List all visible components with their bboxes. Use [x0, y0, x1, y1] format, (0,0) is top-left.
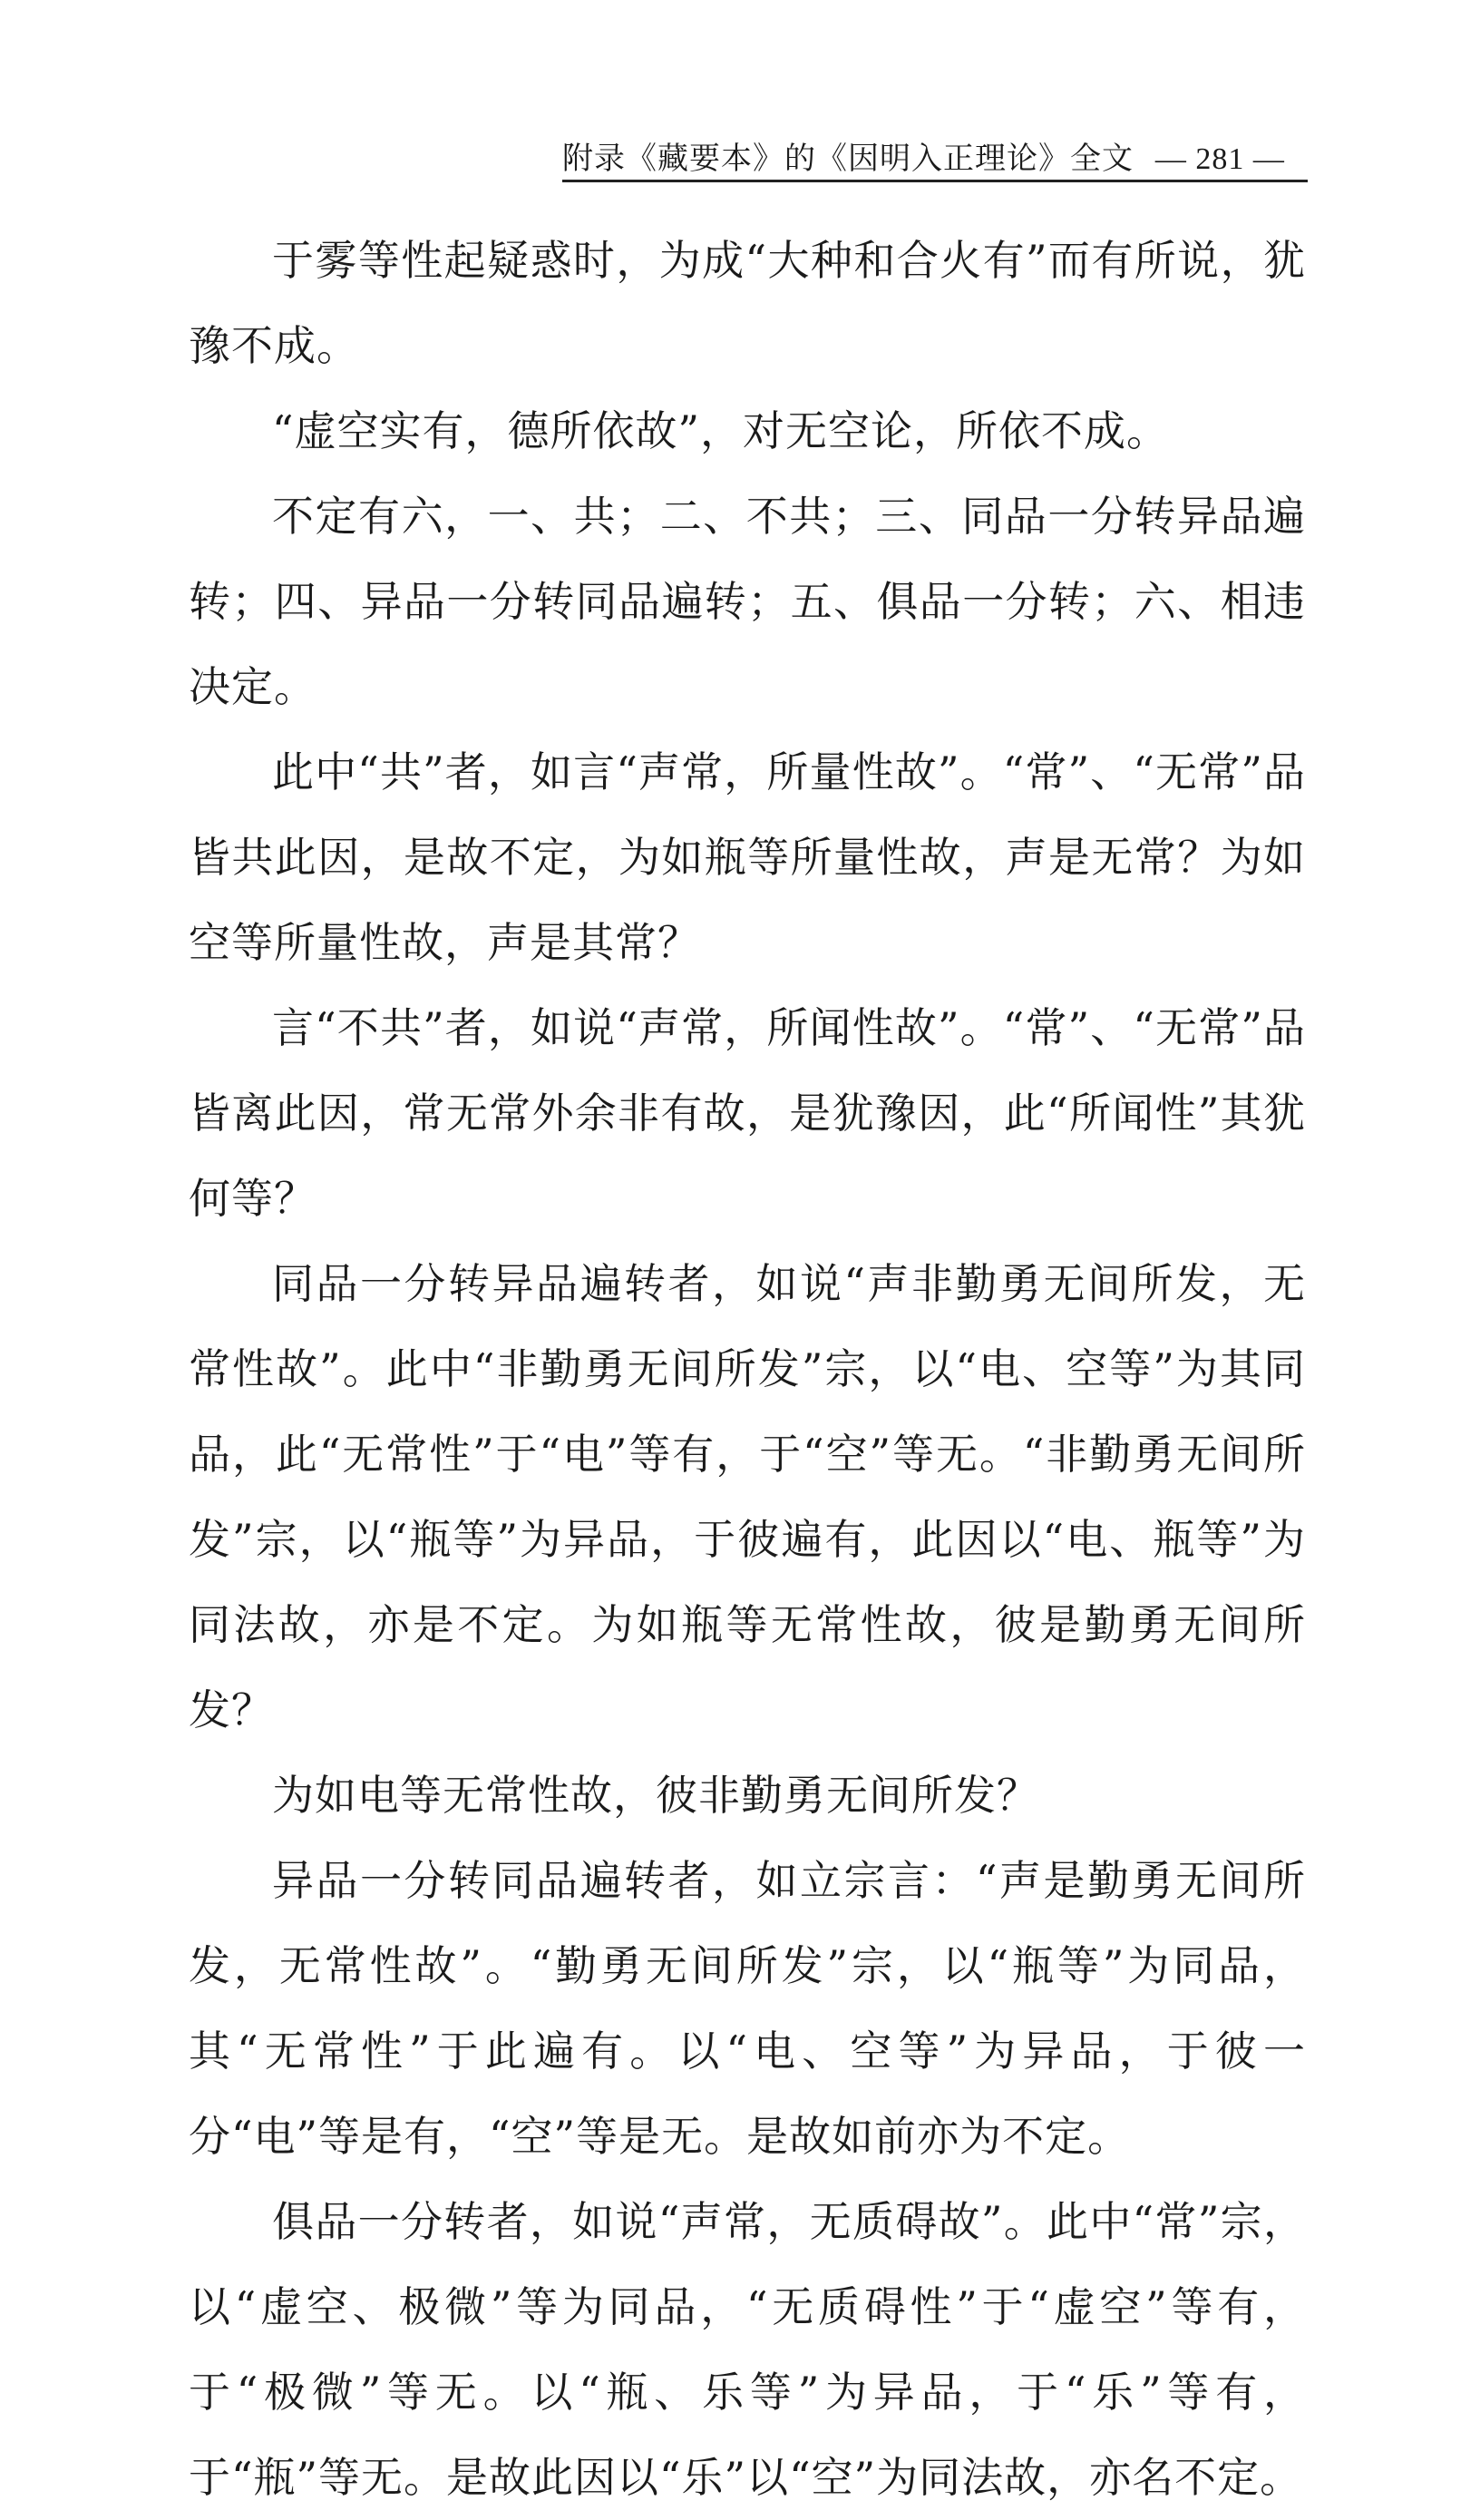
header-title: 附录《藏要本》的《因明入正理论》全文 — [562, 141, 1134, 177]
running-header — [562, 136, 1306, 181]
paragraph: 言“不共”者，如说“声常，所闻性故”。“常”、“无常”品皆离此因，常无常外余非有故，是犹豫因，此“所闻性”其犹何等？ — [189, 1003, 1306, 1223]
paragraph: 异品一分转同品遍转者，如立宗言：“声是勤勇无间所发，无常性故”。“勤勇无间所发”宗，以“瓶等”为同品，其“无常性”于此遍有。以“电、空等”为异品，于彼一分“电”等是有，“空”等是无。是故如前亦为不定。 — [189, 1856, 1306, 2161]
body-text — [189, 218, 1306, 2502]
paragraph: 此中“共”者，如言“声常，所量性故”。“常”、“无常”品皆共此因，是故不定，为如瓶等所量性故，声是无常？为如空等所量性故，声是其常？ — [189, 747, 1306, 967]
paragraph: “虚空实有，德所依故”，对无空论，所依不成。 — [272, 406, 1170, 455]
paragraph: 为如电等无常性故，彼非勤勇无间所发？ — [272, 1771, 1039, 1820]
page-number: — 281 — — [1154, 142, 1285, 176]
header-rule — [562, 180, 1308, 182]
paragraph: 于雾等性起疑惑时，为成“大种和合火有”而有所说，犹豫不成。 — [189, 236, 1306, 370]
paragraph: 不定有六，一、共；二、不共；三、同品一分转异品遍转；四、异品一分转同品遍转；五、俱品一分转；六、相违决定。 — [189, 492, 1306, 711]
paragraph: 俱品一分转者，如说“声常，无质碍故”。此中“常”宗，以“虚空、极微”等为同品，“无质碍性”于“虚空”等有，于“极微”等无。以“瓶、乐等”为异品，于“乐”等有，于“瓶”等无。是故此因以“乐”以“空”为同法故，亦名不定。 — [189, 2197, 1306, 2502]
paragraph: 同品一分转异品遍转者，如说“声非勤勇无间所发，无常性故”。此中“非勤勇无间所发”宗，以“电、空等”为其同品，此“无常性”于“电”等有，于“空”等无。“非勤勇无间所发”宗，以“瓶等”为异品，于彼遍有，此因以“电、瓶等”为同法故，亦是不定。为如瓶等无常性故，彼是勤勇无间所发？ — [189, 1259, 1306, 1734]
